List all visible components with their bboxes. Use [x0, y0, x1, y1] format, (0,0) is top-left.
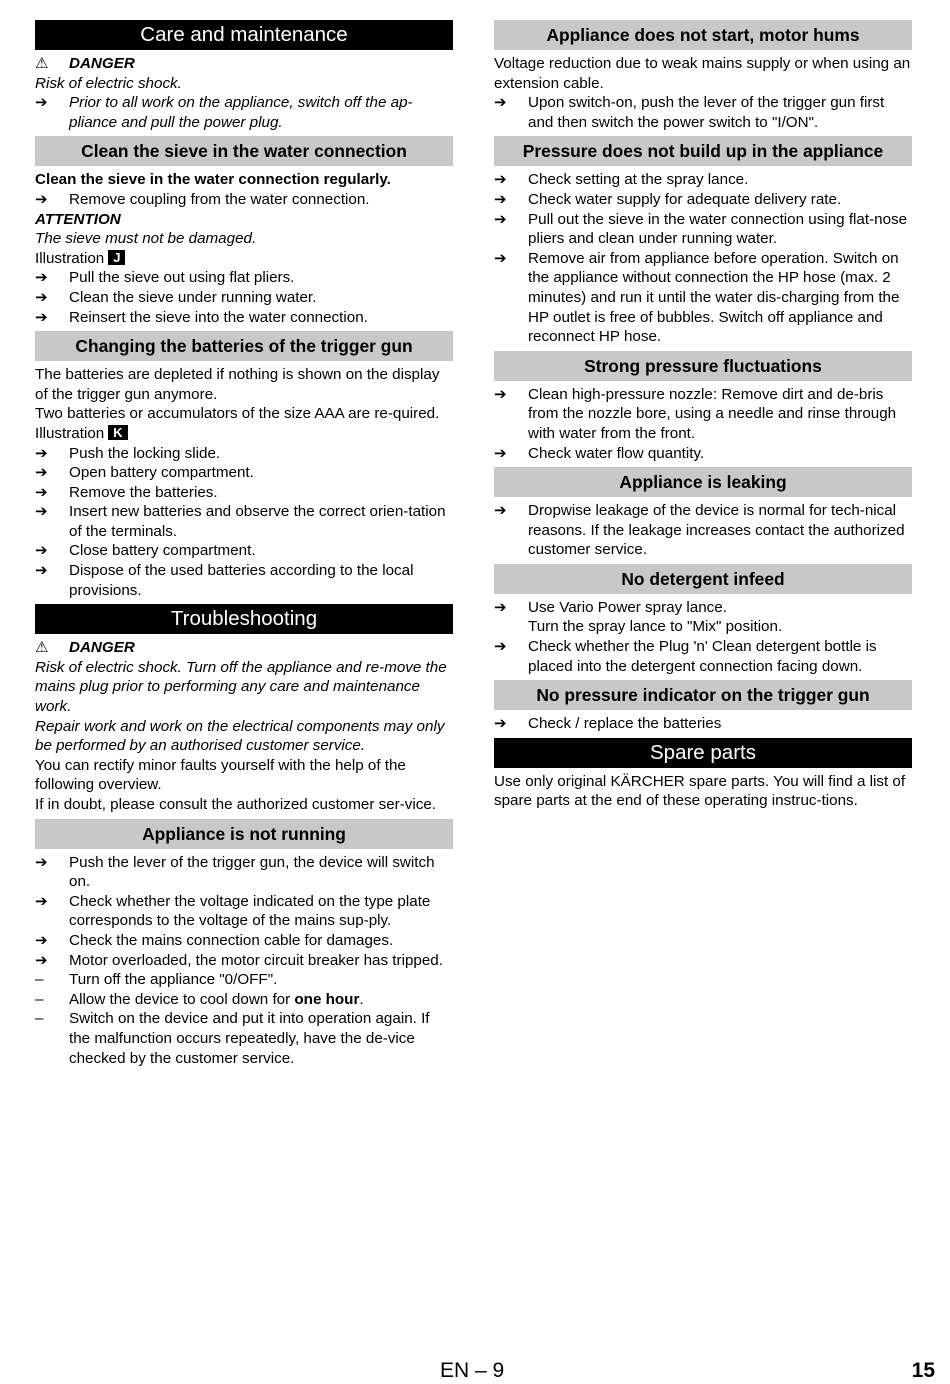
warning-triangle-icon: ⚠	[35, 639, 49, 657]
heading-pressure-not-build: Pressure does not build up in the appliance	[494, 136, 912, 166]
arrow-icon: ➔	[35, 483, 48, 501]
list-item: ➔ Remove the batteries.	[35, 483, 218, 501]
illustration-reference: Illustration K	[35, 424, 453, 444]
risk-text: Risk of electric shock.	[35, 74, 182, 92]
list-item: ➔ Remove coupling from the water connection.	[35, 190, 370, 208]
dash-marker: –	[35, 1010, 44, 1028]
list-item: ➔ Pull out the sieve in the water connection using flat-nose pliers and clean under running water.	[494, 210, 908, 248]
list-item: ➔ Dispose of the used batteries according to the local provisions.	[35, 562, 414, 599]
trouble-paragraph: If in doubt, please consult the authorized customer ser-vice.	[35, 796, 436, 813]
dash-item: – Turn off the appliance "0/OFF".	[35, 971, 278, 989]
heading-motor-hums: Appliance does not start, motor hums	[494, 20, 912, 50]
arrow-icon: ➔	[35, 190, 48, 208]
arrow-icon: ➔	[35, 444, 48, 462]
danger-text: Risk of electric shock. Turn off the appliance and re-move the mains plug prior to performing any care and maintenance work.	[35, 658, 447, 716]
page-label: EN – 9	[440, 1359, 505, 1382]
illustration-reference: Illustration J	[35, 249, 453, 269]
list-item: ➔ Dropwise leakage of the device is normal for tech-nical reasons. If the leakage increases contact the authorized customer service.	[494, 502, 905, 559]
heading-troubleshooting: Troubleshooting	[35, 604, 453, 634]
warning-triangle-icon: ⚠	[35, 55, 49, 72]
arrow-icon: ➔	[494, 190, 507, 208]
list-item: ➔ Upon switch-on, push the lever of the trigger gun first and then switch the power switch to "I/ON".	[494, 94, 885, 131]
batteries-paragraph: Two batteries or accumulators of the size AAA are re-quired.	[35, 405, 440, 423]
attention-label: ATTENTION	[35, 210, 121, 228]
list-item: ➔ Check setting at the spray lance.	[494, 171, 749, 189]
left-column	[35, 20, 453, 1068]
list-item: ➔ Check whether the Plug 'n' Clean detergent bottle is placed into the detergent connection facing down.	[494, 638, 877, 675]
arrow-icon: ➔	[35, 94, 48, 112]
list-item: ➔ Push the locking slide.	[35, 444, 221, 462]
arrow-icon: ➔	[494, 94, 507, 112]
danger-notice: ⚠ DANGER	[35, 55, 135, 72]
dash-item: – Allow the device to cool down for one hour.	[35, 990, 364, 1008]
illustration-tag: J	[108, 250, 125, 265]
arrow-icon: ➔	[494, 715, 507, 733]
arrow-icon: ➔	[494, 502, 507, 520]
dash-marker: –	[35, 990, 44, 1008]
trouble-paragraph: You can rectify minor faults yourself with the help of the following overview.	[35, 756, 406, 794]
arrow-icon: ➔	[35, 464, 48, 482]
batteries-paragraph: The batteries are depleted if nothing is shown on the display of the trigger gun anymore.	[35, 366, 440, 403]
list-item: ➔ Insert new batteries and observe the correct orien-tation of the terminals.	[35, 503, 446, 540]
list-item: ➔ Check the mains connection cable for damages.	[35, 931, 394, 949]
list-item: ➔ Use Vario Power spray lance. Turn the spray lance to "Mix" position.	[494, 598, 783, 636]
danger-notice: ⚠ DANGER	[35, 639, 135, 657]
attention-text: The sieve must not be damaged.	[35, 230, 257, 248]
heading-appliance-not-running: Appliance is not running	[35, 819, 453, 849]
dash-item: – Switch on the device and put it into operation again. If the malfunction occurs repeatedly, have the de-vice checked by the customer service.	[35, 1010, 430, 1067]
list-item: ➔ Clean the sieve under running water.	[35, 288, 317, 306]
list-item: ➔ Clean high-pressure nozzle: Remove dirt and de-bris from the nozzle bore, using a needle and rinse through with water from the front.	[494, 385, 897, 442]
heading-changing-batteries: Changing the batteries of the trigger gun	[35, 331, 453, 361]
heading-pressure-fluctuations: Strong pressure fluctuations	[494, 351, 912, 381]
list-item: ➔ Motor overloaded, the motor circuit breaker has tripped.	[35, 951, 443, 969]
arrow-icon: ➔	[35, 542, 48, 560]
heading-no-detergent: No detergent infeed	[494, 564, 912, 594]
arrow-icon: ➔	[35, 308, 48, 326]
arrow-icon: ➔	[35, 562, 48, 580]
arrow-icon: ➔	[35, 931, 48, 949]
arrow-icon: ➔	[35, 269, 48, 287]
arrow-icon: ➔	[494, 598, 507, 616]
arrow-icon: ➔	[494, 210, 507, 228]
arrow-icon: ➔	[35, 503, 48, 521]
arrow-icon: ➔	[35, 853, 48, 871]
heading-clean-sieve: Clean the sieve in the water connection	[35, 136, 453, 166]
right-column	[494, 20, 912, 811]
dash-marker: –	[35, 971, 44, 989]
list-item: ➔ Prior to all work on the appliance, switch off the ap-pliance and pull the power plug.	[35, 94, 413, 131]
arrow-icon: ➔	[494, 638, 507, 656]
sieve-intro: Clean the sieve in the water connection regularly.	[35, 171, 391, 189]
list-item: ➔ Open battery compartment.	[35, 464, 254, 482]
list-item: ➔ Pull the sieve out using flat pliers.	[35, 269, 295, 287]
list-item: ➔ Check water flow quantity.	[494, 444, 705, 462]
list-item: ➔ Reinsert the sieve into the water connection.	[35, 308, 368, 326]
illustration-tag: K	[108, 425, 127, 440]
list-item: ➔ Close battery compartment.	[35, 542, 256, 560]
heading-care-and-maintenance: Care and maintenance	[35, 20, 453, 50]
heading-spare-parts: Spare parts	[494, 738, 912, 768]
list-item: ➔ Push the lever of the trigger gun, the device will switch on.	[35, 853, 435, 891]
arrow-icon: ➔	[494, 171, 507, 189]
list-item: ➔ Check water supply for adequate delivery rate.	[494, 190, 842, 208]
heading-no-pressure-indicator: No pressure indicator on the trigger gun	[494, 680, 912, 710]
arrow-icon: ➔	[494, 444, 507, 462]
arrow-icon: ➔	[35, 951, 48, 969]
spare-parts-text: Use only original KÄRCHER spare parts. You will find a list of spare parts at the end of these operating instruc-tions.	[494, 772, 906, 810]
list-item: ➔ Check / replace the batteries	[494, 715, 722, 733]
heading-appliance-leaking: Appliance is leaking	[494, 467, 912, 497]
list-item: ➔ Check whether the voltage indicated on the type plate corresponds to the voltage of the mains sup-ply.	[35, 892, 431, 930]
list-item: ➔ Remove air from appliance before operation. Switch on the appliance without connection the HP hose (max. 2 minutes) and run it until the water dis-charging from the HP outlet is free of bubbles. Switch off appliance and reconnect HP hose.	[494, 249, 900, 346]
arrow-icon: ➔	[35, 892, 48, 910]
arrow-icon: ➔	[35, 288, 48, 306]
arrow-icon: ➔	[494, 385, 507, 403]
danger-text: Repair work and work on the electrical components may only be performed by an authorised customer service.	[35, 717, 445, 755]
arrow-icon: ➔	[494, 249, 507, 267]
page-number: 15	[911, 1359, 935, 1382]
motor-hums-paragraph: Voltage reduction due to weak mains supply or when using an extension cable.	[494, 55, 911, 92]
